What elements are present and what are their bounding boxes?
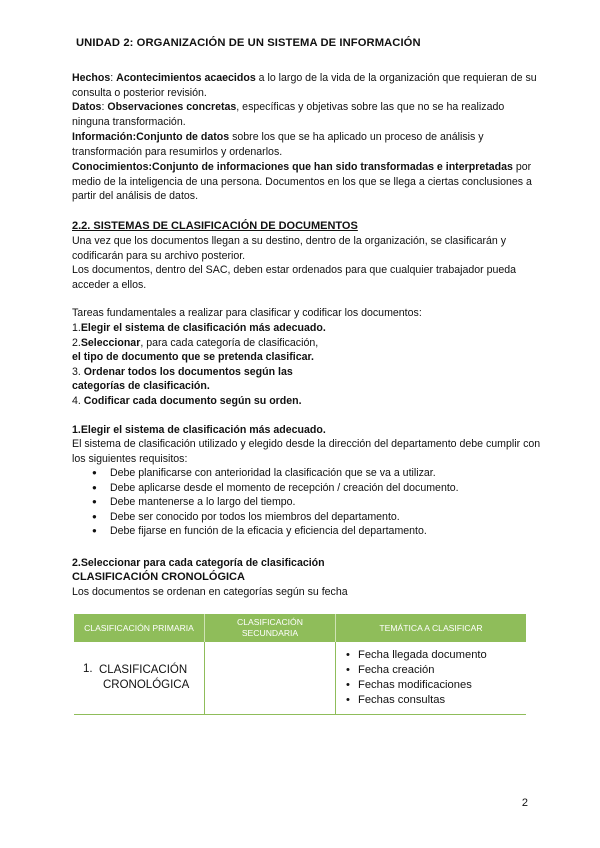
definition-hechos: Hechos: Acontecimientos acaecidos a lo largo de la vida de la organización que requieran de su consulta o posterior revisión. <box>72 72 537 99</box>
list-item: ● Debe mantenerse a lo largo del tiempo. <box>92 495 459 510</box>
page-title: UNIDAD 2: ORGANIZACIÓN DE UN SISTEMA DE INFORMACIÓN <box>76 37 421 49</box>
list-item: • Fechas modificaciones <box>344 678 526 693</box>
list-item: • Fechas consultas <box>344 693 526 708</box>
subsection-1-intro: El sistema de clasificación utilizado y elegido desde la dirección del departamento debe cumplir con los siguientes requisitos: <box>72 438 541 465</box>
subsection-2-text: Los documentos se ordenan en categorías según su fecha <box>72 586 348 598</box>
header-primary: CLASIFICACIÓN PRIMARIA <box>74 614 205 642</box>
task-1: 1.Elegir el sistema de clasificación más adecuado. <box>72 322 326 334</box>
cell-primary: 1. CLASIFICACIÓN CRONOLÓGICA <box>74 642 205 715</box>
tasks-intro: Tareas fundamentales a realizar para clasificar y codificar los documentos: <box>72 307 422 319</box>
list-item: ● Debe ser conocido por todos los miembros del departamento. <box>92 510 459 525</box>
list-item: • Fecha llegada documento <box>344 648 526 663</box>
subsection-1-heading: 1.Elegir el sistema de clasificación más adecuado. <box>72 424 326 436</box>
table-row <box>74 642 526 715</box>
list-item: ● Debe fijarse en función de la eficacia y eficiencia del departamento. <box>92 524 459 539</box>
list-item: ● Debe aplicarse desde el momento de recepción / creación del documento. <box>92 481 459 496</box>
topic-list <box>344 648 526 708</box>
page-number: 2 <box>521 797 528 809</box>
task-4: 4. Codificar cada documento según su orden. <box>72 395 302 407</box>
cell-secondary <box>205 642 336 715</box>
list-item: ● Debe planificarse con anterioridad la clasificación que se va a utilizar. <box>92 466 459 481</box>
task-3-line2: categorías de clasificación. <box>72 380 210 392</box>
definition-datos: Datos: Observaciones concretas, específicas y objetivas sobre las que no se ha realizado ninguna transformación. <box>72 101 505 128</box>
header-secondary: CLASIFICACIÓN SECUNDARIA <box>205 614 336 642</box>
classification-table <box>74 614 526 715</box>
requirements-list <box>92 466 459 539</box>
task-2: 2.Seleccionar, para cada categoría de clasificación, <box>72 337 319 349</box>
task-2-line2: el tipo de documento que se pretenda clasificar. <box>72 351 314 363</box>
table-header-row <box>74 614 526 642</box>
definition-informacion: Información:Conjunto de datos sobre los que se ha aplicado un proceso de análisis y transformación para resumirlos y ordenarlos. <box>72 131 484 158</box>
section-heading: 2.2. SISTEMAS DE CLASIFICACIÓN DE DOCUMENTOS <box>72 220 358 232</box>
section-paragraph-2: Los documentos, dentro del SAC, deben estar ordenados para que cualquier trabajador pueda acceder a ellos. <box>72 264 517 291</box>
header-topic: TEMÁTICA A CLASIFICAR <box>336 614 527 642</box>
subsection-2-heading: 2.Seleccionar para cada categoría de clasificación <box>72 557 325 569</box>
list-item: • Fecha creación <box>344 663 526 678</box>
cell-topics <box>336 642 527 715</box>
definition-conocimientos: Conocimientos:Conjunto de informaciones que han sido transformadas e interpretadas por medio de la inteligencia de una persona. Documentos en los que se llega a ciertas conclusiones a partir del análisis de datos. <box>72 161 532 203</box>
section-paragraph-1: Una vez que los documentos llegan a su destino, dentro de la organización, se clasificarán y codificarán para su archivo posterior. <box>72 235 507 262</box>
subsection-2-subheading: CLASIFICACIÓN CRONOLÓGICA <box>72 571 245 583</box>
task-3: 3. Ordenar todos los documentos según las <box>72 366 293 378</box>
